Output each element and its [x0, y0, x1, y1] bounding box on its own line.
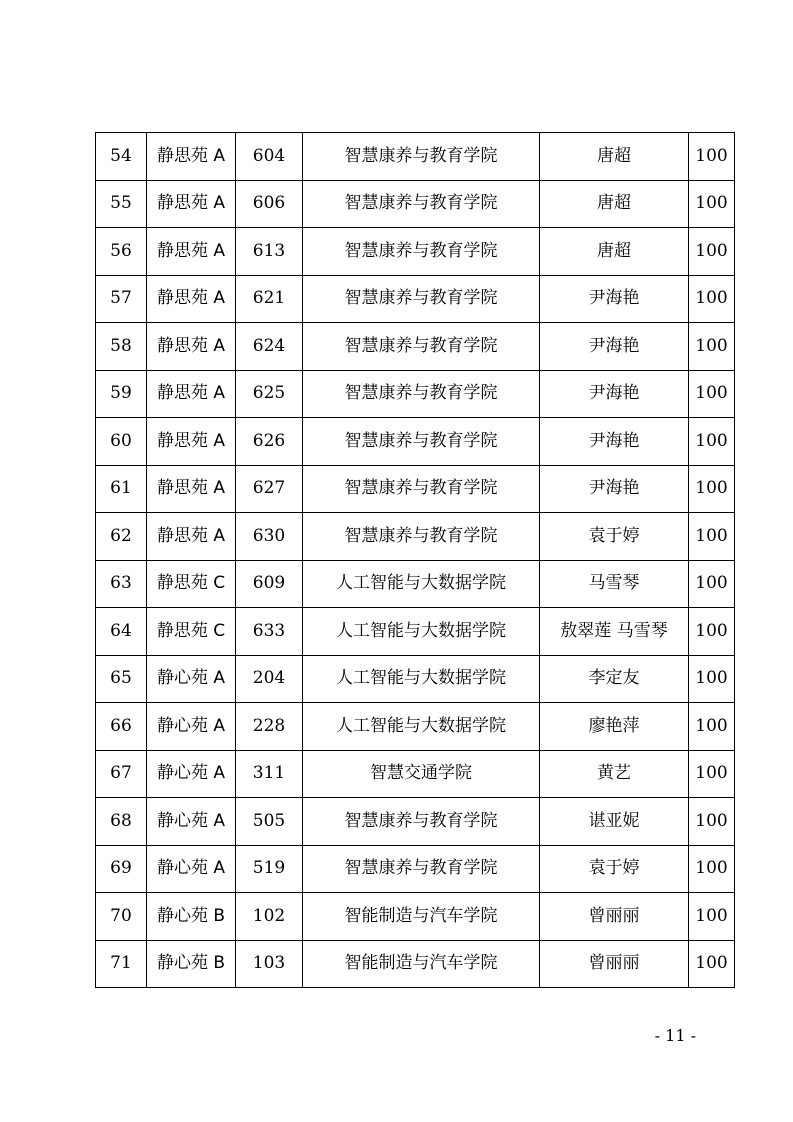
cell-building: 静心苑 B — [147, 893, 236, 941]
cell-score: 100 — [689, 750, 735, 798]
cell-score: 100 — [689, 418, 735, 466]
cell-building: 静心苑 A — [147, 703, 236, 751]
cell-building: 静思苑 A — [147, 133, 236, 181]
cell-building: 静思苑 A — [147, 323, 236, 371]
cell-college: 智慧康养与教育学院 — [303, 513, 540, 561]
cell-building: 静思苑 A — [147, 275, 236, 323]
cell-building: 静心苑 A — [147, 845, 236, 893]
cell-college: 智慧康养与教育学院 — [303, 370, 540, 418]
cell-college: 智慧康养与教育学院 — [303, 180, 540, 228]
cell-room: 630 — [236, 513, 303, 561]
cell-room: 103 — [236, 940, 303, 988]
cell-teacher: 袁于婷 — [540, 513, 689, 561]
cell-building: 静思苑 C — [147, 560, 236, 608]
cell-room: 621 — [236, 275, 303, 323]
cell-number: 69 — [96, 845, 147, 893]
table-row — [96, 228, 735, 276]
cell-score: 100 — [689, 370, 735, 418]
cell-building: 静思苑 A — [147, 228, 236, 276]
cell-score: 100 — [689, 133, 735, 181]
cell-teacher: 尹海艳 — [540, 275, 689, 323]
table-row — [96, 560, 735, 608]
cell-teacher: 袁于婷 — [540, 845, 689, 893]
cell-number: 66 — [96, 703, 147, 751]
page-number: - 11 - — [654, 1026, 696, 1045]
cell-teacher: 尹海艳 — [540, 465, 689, 513]
table-row — [96, 418, 735, 466]
table-body — [96, 133, 735, 988]
cell-building: 静思苑 A — [147, 180, 236, 228]
cell-teacher: 敖翠莲 马雪琴 — [540, 608, 689, 656]
table-row — [96, 940, 735, 988]
cell-room: 627 — [236, 465, 303, 513]
cell-college: 智慧康养与教育学院 — [303, 418, 540, 466]
cell-number: 63 — [96, 560, 147, 608]
cell-teacher: 唐超 — [540, 228, 689, 276]
cell-score: 100 — [689, 798, 735, 846]
cell-number: 62 — [96, 513, 147, 561]
cell-room: 613 — [236, 228, 303, 276]
cell-teacher: 尹海艳 — [540, 323, 689, 371]
cell-number: 59 — [96, 370, 147, 418]
cell-college: 智慧康养与教育学院 — [303, 465, 540, 513]
cell-college: 智慧康养与教育学院 — [303, 845, 540, 893]
cell-score: 100 — [689, 180, 735, 228]
cell-score: 100 — [689, 940, 735, 988]
cell-college: 智慧康养与教育学院 — [303, 133, 540, 181]
cell-college: 智慧康养与教育学院 — [303, 323, 540, 371]
cell-college: 人工智能与大数据学院 — [303, 703, 540, 751]
cell-college: 人工智能与大数据学院 — [303, 560, 540, 608]
cell-score: 100 — [689, 228, 735, 276]
cell-number: 56 — [96, 228, 147, 276]
cell-score: 100 — [689, 845, 735, 893]
cell-building: 静思苑 A — [147, 465, 236, 513]
cell-score: 100 — [689, 465, 735, 513]
cell-score: 100 — [689, 703, 735, 751]
dormitory-score-table — [95, 132, 735, 988]
table-row — [96, 133, 735, 181]
cell-room: 609 — [236, 560, 303, 608]
cell-number: 64 — [96, 608, 147, 656]
cell-building: 静思苑 A — [147, 513, 236, 561]
cell-number: 71 — [96, 940, 147, 988]
table-row — [96, 275, 735, 323]
cell-teacher: 尹海艳 — [540, 418, 689, 466]
cell-room: 204 — [236, 655, 303, 703]
cell-teacher: 李定友 — [540, 655, 689, 703]
cell-number: 67 — [96, 750, 147, 798]
table-row — [96, 655, 735, 703]
cell-teacher: 谌亚妮 — [540, 798, 689, 846]
cell-college: 智慧康养与教育学院 — [303, 275, 540, 323]
cell-college: 智能制造与汽车学院 — [303, 940, 540, 988]
cell-number: 54 — [96, 133, 147, 181]
table-row — [96, 798, 735, 846]
cell-number: 68 — [96, 798, 147, 846]
cell-number: 65 — [96, 655, 147, 703]
cell-teacher: 黄艺 — [540, 750, 689, 798]
cell-teacher: 马雪琴 — [540, 560, 689, 608]
cell-building: 静思苑 C — [147, 608, 236, 656]
cell-teacher: 曾丽丽 — [540, 893, 689, 941]
table-row — [96, 845, 735, 893]
cell-room: 102 — [236, 893, 303, 941]
cell-score: 100 — [689, 655, 735, 703]
cell-college: 人工智能与大数据学院 — [303, 655, 540, 703]
cell-teacher: 曾丽丽 — [540, 940, 689, 988]
cell-number: 61 — [96, 465, 147, 513]
table-row — [96, 893, 735, 941]
table-row — [96, 513, 735, 561]
cell-college: 人工智能与大数据学院 — [303, 608, 540, 656]
cell-score: 100 — [689, 513, 735, 561]
cell-number: 60 — [96, 418, 147, 466]
cell-room: 604 — [236, 133, 303, 181]
cell-college: 智慧康养与教育学院 — [303, 228, 540, 276]
cell-teacher: 尹海艳 — [540, 370, 689, 418]
cell-building: 静思苑 A — [147, 418, 236, 466]
cell-building: 静心苑 A — [147, 750, 236, 798]
cell-college: 智能制造与汽车学院 — [303, 893, 540, 941]
cell-college: 智慧康养与教育学院 — [303, 798, 540, 846]
cell-score: 100 — [689, 560, 735, 608]
cell-room: 633 — [236, 608, 303, 656]
cell-score: 100 — [689, 323, 735, 371]
cell-building: 静心苑 B — [147, 940, 236, 988]
cell-building: 静心苑 A — [147, 655, 236, 703]
cell-room: 311 — [236, 750, 303, 798]
table-row — [96, 370, 735, 418]
cell-teacher: 廖艳萍 — [540, 703, 689, 751]
cell-room: 606 — [236, 180, 303, 228]
cell-room: 519 — [236, 845, 303, 893]
cell-room: 624 — [236, 323, 303, 371]
table-row — [96, 750, 735, 798]
cell-college: 智慧交通学院 — [303, 750, 540, 798]
table-row — [96, 608, 735, 656]
cell-score: 100 — [689, 275, 735, 323]
table-row — [96, 465, 735, 513]
cell-building: 静思苑 A — [147, 370, 236, 418]
cell-score: 100 — [689, 608, 735, 656]
cell-score: 100 — [689, 893, 735, 941]
cell-teacher: 唐超 — [540, 133, 689, 181]
cell-room: 625 — [236, 370, 303, 418]
cell-number: 55 — [96, 180, 147, 228]
table-row — [96, 323, 735, 371]
cell-number: 58 — [96, 323, 147, 371]
table-row — [96, 180, 735, 228]
cell-room: 228 — [236, 703, 303, 751]
cell-teacher: 唐超 — [540, 180, 689, 228]
table-row — [96, 703, 735, 751]
cell-number: 57 — [96, 275, 147, 323]
cell-building: 静心苑 A — [147, 798, 236, 846]
cell-room: 505 — [236, 798, 303, 846]
cell-number: 70 — [96, 893, 147, 941]
cell-room: 626 — [236, 418, 303, 466]
